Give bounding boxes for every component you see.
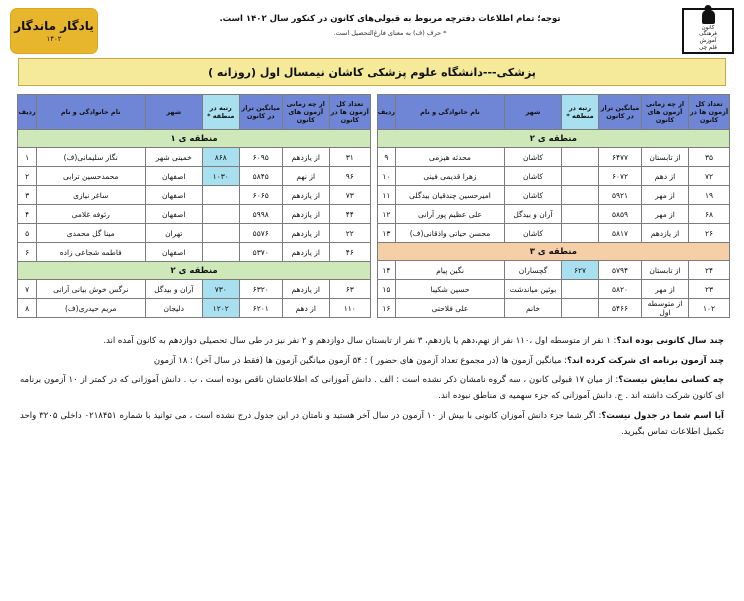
cell-count: ۲۳ <box>689 280 730 299</box>
cell-duration: از مهر <box>642 280 689 299</box>
cell-count: ۲۶ <box>689 224 730 243</box>
cell-avg: ۵۳۷۰ <box>239 243 282 262</box>
table-head-right <box>18 95 370 130</box>
cell-avg: ۶۰۹۵ <box>239 148 282 167</box>
table-row <box>377 167 729 186</box>
region-header-row <box>18 262 370 280</box>
col-avg: میانگین تراز در کانون <box>239 95 282 130</box>
footer-note-question: چند سال کانونی بوده اند؟ <box>616 336 724 346</box>
header-row <box>18 95 370 130</box>
cell-duration: از یازدهم <box>282 280 329 299</box>
table-row <box>18 148 370 167</box>
table-body-right <box>18 130 370 318</box>
cell-name: ساغر نیازی <box>36 186 145 205</box>
results-table-left <box>377 94 730 318</box>
cell-row-number: ۷ <box>18 280 36 299</box>
cell-count: ۳۱ <box>329 148 370 167</box>
table-row <box>377 205 729 224</box>
cell-rank <box>562 299 599 318</box>
cell-rank <box>562 280 599 299</box>
col-rank: رتبه در منطقه * <box>562 95 599 130</box>
footer-note <box>20 354 724 370</box>
table-row <box>377 224 729 243</box>
col-duration: از چه زمانی آزمون های کانون <box>282 95 329 130</box>
table-row <box>18 186 370 205</box>
footer-note <box>20 334 724 350</box>
col-row: ردیف <box>18 95 36 130</box>
cell-avg: ۵۸۵۹ <box>599 205 642 224</box>
cell-city: دلیجان <box>145 299 202 318</box>
cell-duration: از یازدهم <box>282 148 329 167</box>
cell-avg: ۶۲۰۱ <box>239 299 282 318</box>
cell-row-number: ۹ <box>377 148 395 167</box>
footer-note-answer: : از میان ۱۷ قبولی کانون ، سه گروه نامشان ذکر نشده است : الف . دانش آموزانی که اطلاعاتشان ناقص بوده است ، ب . دانش آموزانی که در کمتر از ۱۰ آزمون برنامه ای کانون شرکت داشته اند . ج. دانش آموزانی که جزء سهمیه ی مناطق نبوده اند. <box>20 375 724 402</box>
table-row <box>18 299 370 318</box>
region-label: منطقه ی ۳ <box>377 243 729 261</box>
cell-name: مینا گل محمدی <box>36 224 145 243</box>
cell-count: ۶۸ <box>689 205 730 224</box>
cell-duration: از مهر <box>642 186 689 205</box>
table-row <box>377 186 729 205</box>
table-row <box>18 280 370 299</box>
table-row <box>377 299 729 318</box>
table-row <box>18 167 370 186</box>
col-city: شهر <box>145 95 202 130</box>
cell-avg: ۵۸۲۰ <box>599 280 642 299</box>
cell-rank <box>202 205 239 224</box>
footer-note-question: چند آزمون برنامه ای شرکت کرده اند؟ <box>566 355 724 366</box>
col-count: تعداد کل آزمون ها در کانون <box>689 95 730 130</box>
cell-count: ۶۳ <box>329 280 370 299</box>
logo-line4: قلم چی <box>699 45 717 52</box>
cell-duration: از تابستان <box>642 261 689 280</box>
cell-duration: از یازدهم <box>282 186 329 205</box>
cell-name: امیرحسین چندقیان بیدگلی <box>396 186 505 205</box>
cell-rank <box>202 186 239 205</box>
header-note-line1: توجه؛ تمام اطلاعات دفترچه مربوط به قبولی‌های کانون در کنکور سال ۱۴۰۲ است. <box>219 14 561 24</box>
cell-avg: ۵۹۲۱ <box>599 186 642 205</box>
cell-count: ۱۹ <box>689 186 730 205</box>
brand-label: یادگار ماندگار <box>14 19 94 33</box>
table-body-left <box>377 130 729 318</box>
cell-count: ۳۵ <box>689 148 730 167</box>
region-header-row <box>377 243 729 261</box>
cell-avg: ۶۰۷۲ <box>599 167 642 186</box>
cell-rank: ۸۶۸ <box>202 148 239 167</box>
footer-note <box>20 409 724 440</box>
cell-row-number: ۱۵ <box>377 280 395 299</box>
cell-count: ۴۶ <box>329 243 370 262</box>
footer-note-answer: : اگر شما جزء دانش آموزان کانونی با بیش از ۱۰ آزمون در سال آخر هستید و نامتان در این جدول درج نشده است ، می توانید با شماره ۰۲۱۸۴۵۱ داخلی ۳۲۰۵ واحد تکمیل اطلاعات تماس بگیرید. <box>20 410 724 437</box>
tables-container <box>14 94 730 318</box>
logo-line3: آموزش <box>699 38 717 45</box>
cell-row-number: ۸ <box>18 299 36 318</box>
cell-avg: ۵۵۷۶ <box>239 224 282 243</box>
region-header-row <box>18 130 370 148</box>
cell-name: محمدحسین ترابی <box>36 167 145 186</box>
cell-duration: از مهر <box>642 205 689 224</box>
table-row <box>18 205 370 224</box>
cell-city: کاشان <box>505 167 562 186</box>
cell-rank <box>562 224 599 243</box>
cell-name: زهرا قدیمی فینی <box>396 167 505 186</box>
footer-note-answer: : میانگین آزمون ها (در مجموع تعداد آزمون های حضور ) : ۵۴ آزمون میانگین آزمون ها (فقط در سال آخر) : ۱۸ آزمون <box>153 355 567 366</box>
cell-city: کاشان <box>505 186 562 205</box>
cell-rank: ۷۳۰ <box>202 280 239 299</box>
cell-duration: از دهم <box>282 299 329 318</box>
cell-city: گچساران <box>505 261 562 280</box>
person-icon <box>702 10 715 24</box>
logo-line1: کانون <box>701 24 715 31</box>
col-avg: میانگین تراز در کانون <box>599 95 642 130</box>
cell-count: ۲۴ <box>689 261 730 280</box>
table-row <box>377 261 729 280</box>
cell-rank: ۶۲۷ <box>562 261 599 280</box>
col-row: ردیف <box>377 95 395 130</box>
cell-rank <box>562 205 599 224</box>
cell-rank <box>562 186 599 205</box>
cell-avg: ۵۹۹۸ <box>239 205 282 224</box>
header-row <box>377 95 729 130</box>
cell-city: آران و بیدگل <box>145 280 202 299</box>
cell-city: کاشان <box>505 148 562 167</box>
cell-name: فاطمه شجاعی زاده <box>36 243 145 262</box>
col-city: شهر <box>505 95 562 130</box>
cell-row-number: ۶ <box>18 243 36 262</box>
results-table-right <box>17 94 370 318</box>
kanoon-logo <box>682 8 734 54</box>
cell-city: آران و بیدگل <box>505 205 562 224</box>
cell-city: تهران <box>145 224 202 243</box>
cell-name: علی فلاحتی <box>396 299 505 318</box>
cell-name: نرگس خوش بیانی آرانی <box>36 280 145 299</box>
cell-name: محدثه هیزمی <box>396 148 505 167</box>
cell-duration: از دهم <box>642 167 689 186</box>
cell-duration: از یازدهم <box>282 243 329 262</box>
cell-rank <box>562 167 599 186</box>
header-note-line2: * حرف (ف) به معنای فارغ‌التحصیل است. <box>333 29 447 37</box>
cell-name: نگین پیام <box>396 261 505 280</box>
col-rank: رتبه در منطقه * <box>202 95 239 130</box>
cell-name: حسین شکیبا <box>396 280 505 299</box>
cell-city: کاشان <box>505 224 562 243</box>
cell-duration: از نهم <box>282 167 329 186</box>
cell-avg: ۵۴۶۶ <box>599 299 642 318</box>
cell-row-number: ۱۲ <box>377 205 395 224</box>
footer-note-question: آیا اسم شما در جدول نیست؟ <box>601 410 724 421</box>
cell-row-number: ۴ <box>18 205 36 224</box>
logo-line2: فرهنگی <box>699 31 717 38</box>
cell-count: ۲۲ <box>329 224 370 243</box>
cell-count: ۱۱۰ <box>329 299 370 318</box>
region-header-row <box>377 130 729 148</box>
cell-duration: از یازدهم <box>282 224 329 243</box>
yadegar-mandegar-logo <box>10 8 98 54</box>
cell-duration: از یازدهم <box>282 205 329 224</box>
footer-notes <box>20 334 724 440</box>
cell-avg: ۵۷۹۴ <box>599 261 642 280</box>
cell-row-number: ۳ <box>18 186 36 205</box>
table-head-left <box>377 95 729 130</box>
cell-city: بوئین میاندشت <box>505 280 562 299</box>
cell-city: اصفهان <box>145 186 202 205</box>
footer-note-answer: : ۱ نفر از متوسطه اول ،۱۱۰ نفر از نهم،دهم یا یازدهم، ۳ نفر از تابستان سال دوازدهم و ۲ نفر نیز در طی سال تحصیلی دوازدهم به کانون آمده اند. <box>103 336 617 346</box>
header-note <box>98 8 682 37</box>
cell-rank <box>202 243 239 262</box>
cell-count: ۹۶ <box>329 167 370 186</box>
table-row <box>18 243 370 262</box>
cell-rank: ۱۰۳۰ <box>202 167 239 186</box>
region-label: منطقه ی ۲ <box>377 130 729 148</box>
cell-duration: از تابستان <box>642 148 689 167</box>
cell-avg: ۵۸۴۵ <box>239 167 282 186</box>
cell-name: محسن حیاتی واذقانی(ف) <box>396 224 505 243</box>
col-name: نام خانوادگی و نام <box>36 95 145 130</box>
table-row <box>377 148 729 167</box>
table-row <box>377 280 729 299</box>
cell-rank <box>202 224 239 243</box>
cell-row-number: ۱۰ <box>377 167 395 186</box>
cell-row-number: ۱۱ <box>377 186 395 205</box>
cell-count: ۷۲ <box>689 167 730 186</box>
cell-count: ۷۳ <box>329 186 370 205</box>
page-header <box>0 0 744 56</box>
footer-note <box>20 373 724 404</box>
cell-count: ۱۰۲ <box>689 299 730 318</box>
cell-avg: ۶۴۷۷ <box>599 148 642 167</box>
cell-city: اصفهان <box>145 167 202 186</box>
cell-rank <box>562 148 599 167</box>
cell-name: علی عظیم پور آرانی <box>396 205 505 224</box>
region-label: منطقه ی ۱ <box>18 130 370 148</box>
region-label: منطقه ی ۲ <box>18 262 370 280</box>
col-duration: از چه زمانی آزمون های کانون <box>642 95 689 130</box>
cell-row-number: ۱۶ <box>377 299 395 318</box>
cell-duration: از متوسطه اول <box>642 299 689 318</box>
cell-row-number: ۱۴ <box>377 261 395 280</box>
cell-count: ۴۴ <box>329 205 370 224</box>
cell-row-number: ۱۳ <box>377 224 395 243</box>
cell-city: خمینی شهر <box>145 148 202 167</box>
brand-year: ۱۴۰۲ <box>46 35 62 43</box>
cell-avg: ۶۰۶۵ <box>239 186 282 205</box>
cell-city: اصفهان <box>145 205 202 224</box>
table-row <box>18 224 370 243</box>
cell-rank: ۱۲۰۲ <box>202 299 239 318</box>
cell-row-number: ۱ <box>18 148 36 167</box>
page-title: پزشکی---دانشگاه علوم پزشکی کاشان نیمسال اول (روزانه ) <box>18 58 726 86</box>
cell-avg: ۵۸۱۷ <box>599 224 642 243</box>
cell-row-number: ۵ <box>18 224 36 243</box>
col-name: نام خانوادگی و نام <box>396 95 505 130</box>
cell-avg: ۶۳۲۰ <box>239 280 282 299</box>
cell-name: مریم حیدری(ف) <box>36 299 145 318</box>
footer-note-question: چه کسانی نمایش نیست؟ <box>618 375 724 386</box>
cell-name: رئوفه غلامی <box>36 205 145 224</box>
cell-duration: از یازدهم <box>642 224 689 243</box>
cell-city: اصفهان <box>145 243 202 262</box>
cell-city: خانم <box>505 299 562 318</box>
cell-name: نگار سلیمانی(ف) <box>36 148 145 167</box>
cell-row-number: ۲ <box>18 167 36 186</box>
col-count: تعداد کل آزمون ها در کانون <box>329 95 370 130</box>
